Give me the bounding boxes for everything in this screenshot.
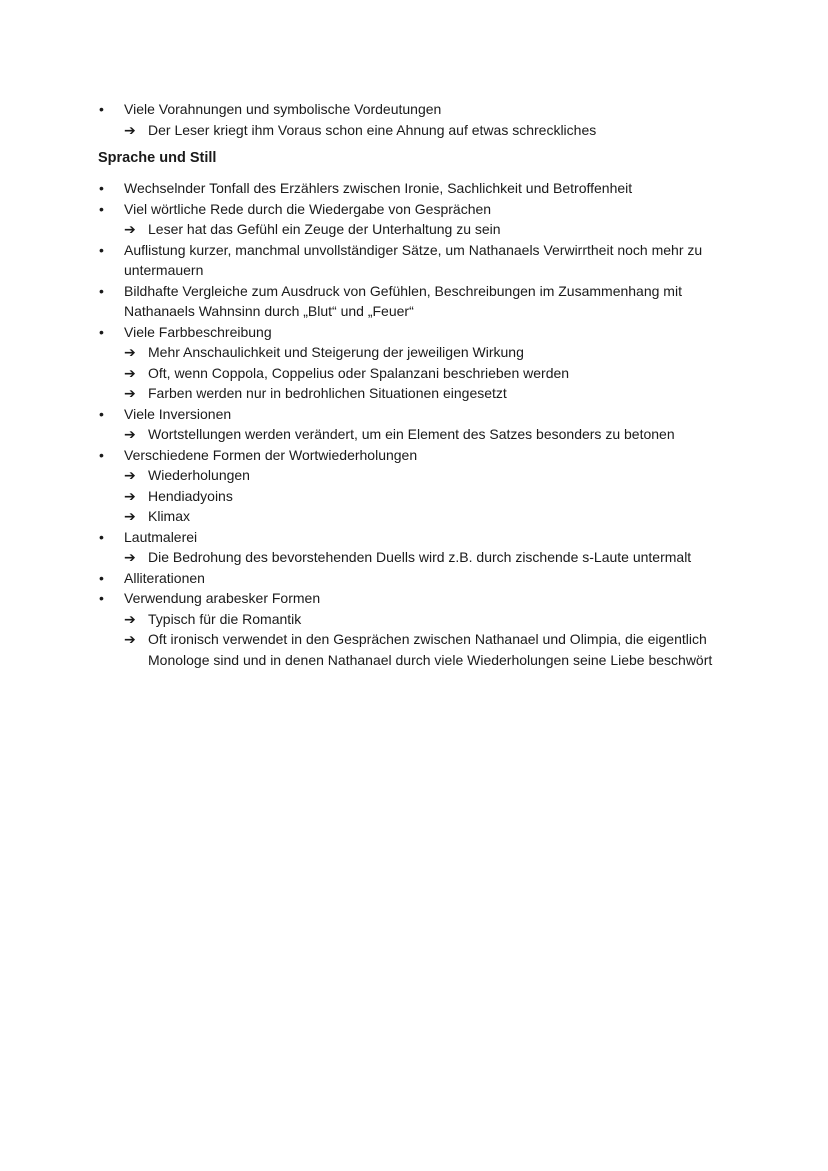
sub-item: [124, 629, 738, 670]
bullet-icon: •: [99, 200, 104, 217]
list-item: [98, 178, 738, 199]
arrow-right-icon: ➔: [124, 467, 136, 483]
list-item-text: Alliterationen: [124, 569, 205, 586]
bullet-icon: •: [99, 446, 104, 463]
list-item-text: Viele Farbbeschreibung: [124, 323, 272, 340]
bullet-icon: •: [99, 282, 104, 299]
main-list: [98, 178, 738, 670]
intro-list: [98, 99, 738, 140]
sub-item: [124, 424, 738, 445]
arrow-right-icon: ➔: [124, 221, 136, 237]
list-item-text: Auflistung kurzer, manchmal unvollständiger Sätze, um Nathanaels Verwirrtheit noch mehr zu untermauern: [124, 241, 703, 278]
bullet-icon: •: [99, 528, 104, 545]
arrow-right-icon: ➔: [124, 364, 136, 381]
section-heading: Sprache und Still: [98, 150, 217, 166]
arrow-right-icon: ➔: [124, 610, 136, 627]
bullet-icon: •: [99, 180, 104, 196]
arrow-right-icon: ➔: [124, 487, 136, 504]
list-item-text: Verschiedene Formen der Wortwiederholungen: [124, 446, 418, 463]
sub-item-text: Oft ironisch verwendet in den Gesprächen zwischen Nathanael und Olimpia, die eigentlich Monologe sind und in denen Nathanael durch viele Wiederholungen seine Liebe beschwört: [148, 631, 713, 668]
sub-item: [124, 120, 738, 141]
sub-item: [124, 506, 738, 527]
sub-item: [124, 383, 738, 404]
list-item-text: Lautmalerei: [124, 528, 198, 545]
list-item: [98, 568, 738, 589]
list-item: [98, 322, 738, 404]
list-item: [98, 199, 738, 240]
bullet-icon: •: [99, 405, 104, 422]
arrow-right-icon: ➔: [124, 344, 136, 360]
bullet-icon: •: [99, 323, 104, 340]
sub-item: [124, 219, 738, 240]
sub-item-text: Wortstellungen werden verändert, um ein Element des Satzes besonders zu betonen: [148, 426, 675, 442]
list-item-text: Bildhafte Vergleiche zum Ausdruck von Gefühlen, Beschreibungen im Zusammenhang mit Nathanaels Wahnsinn durch „Blut“ und „Feuer“: [124, 282, 682, 319]
arrow-right-icon: ➔: [124, 631, 136, 647]
list-item-text: Viele Vorahnungen und symbolische Vordeutungen: [124, 101, 442, 117]
sub-item-text: Die Bedrohung des bevorstehenden Duells wird z.B. durch zischende s-Laute untermalt: [148, 549, 692, 565]
sub-item-text: Der Leser kriegt ihm Voraus schon eine Ahnung auf etwas schreckliches: [148, 121, 597, 138]
list-item-text: Verwendung arabesker Formen: [124, 590, 321, 606]
sub-item: [124, 363, 738, 384]
arrow-right-icon: ➔: [124, 385, 136, 401]
sub-item-text: Klimax: [148, 508, 191, 524]
arrow-right-icon: ➔: [124, 121, 136, 138]
sub-item-text: Mehr Anschaulichkeit und Steigerung der jeweiligen Wirkung: [148, 344, 524, 360]
sub-item-text: Typisch für die Romantik: [148, 610, 302, 627]
sub-item-text: Farben werden nur in bedrohlichen Situationen eingesetzt: [148, 385, 507, 401]
list-item-text: Viel wörtliche Rede durch die Wiedergabe von Gesprächen: [124, 200, 492, 217]
document-content: [98, 99, 738, 670]
arrow-right-icon: ➔: [124, 508, 136, 524]
list-item: [98, 281, 738, 322]
list-item: [98, 404, 738, 445]
sub-item: [124, 547, 738, 568]
bullet-icon: •: [99, 590, 104, 606]
bullet-icon: •: [99, 241, 104, 258]
list-item: [98, 240, 738, 281]
sub-item: [124, 486, 738, 507]
sub-item: [124, 609, 738, 630]
sub-item: [124, 465, 738, 486]
bullet-icon: •: [99, 101, 104, 117]
arrow-right-icon: ➔: [124, 549, 136, 565]
list-item: [98, 588, 738, 670]
list-item-text: Viele Inversionen: [124, 405, 232, 422]
sub-item-text: Wiederholungen: [148, 467, 250, 483]
list-item: [98, 445, 738, 527]
list-item: [98, 99, 738, 140]
list-item: [98, 527, 738, 568]
sub-item-text: Oft, wenn Coppola, Coppelius oder Spalanzani beschrieben werden: [148, 364, 570, 381]
sub-item-text: Leser hat das Gefühl ein Zeuge der Unterhaltung zu sein: [148, 221, 501, 237]
bullet-icon: •: [99, 569, 104, 586]
list-item-text: Wechselnder Tonfall des Erzählers zwischen Ironie, Sachlichkeit und Betroffenheit: [124, 180, 633, 196]
sub-item: [124, 342, 738, 363]
sub-item-text: Hendiadyoins: [148, 487, 233, 504]
arrow-right-icon: ➔: [124, 426, 136, 442]
